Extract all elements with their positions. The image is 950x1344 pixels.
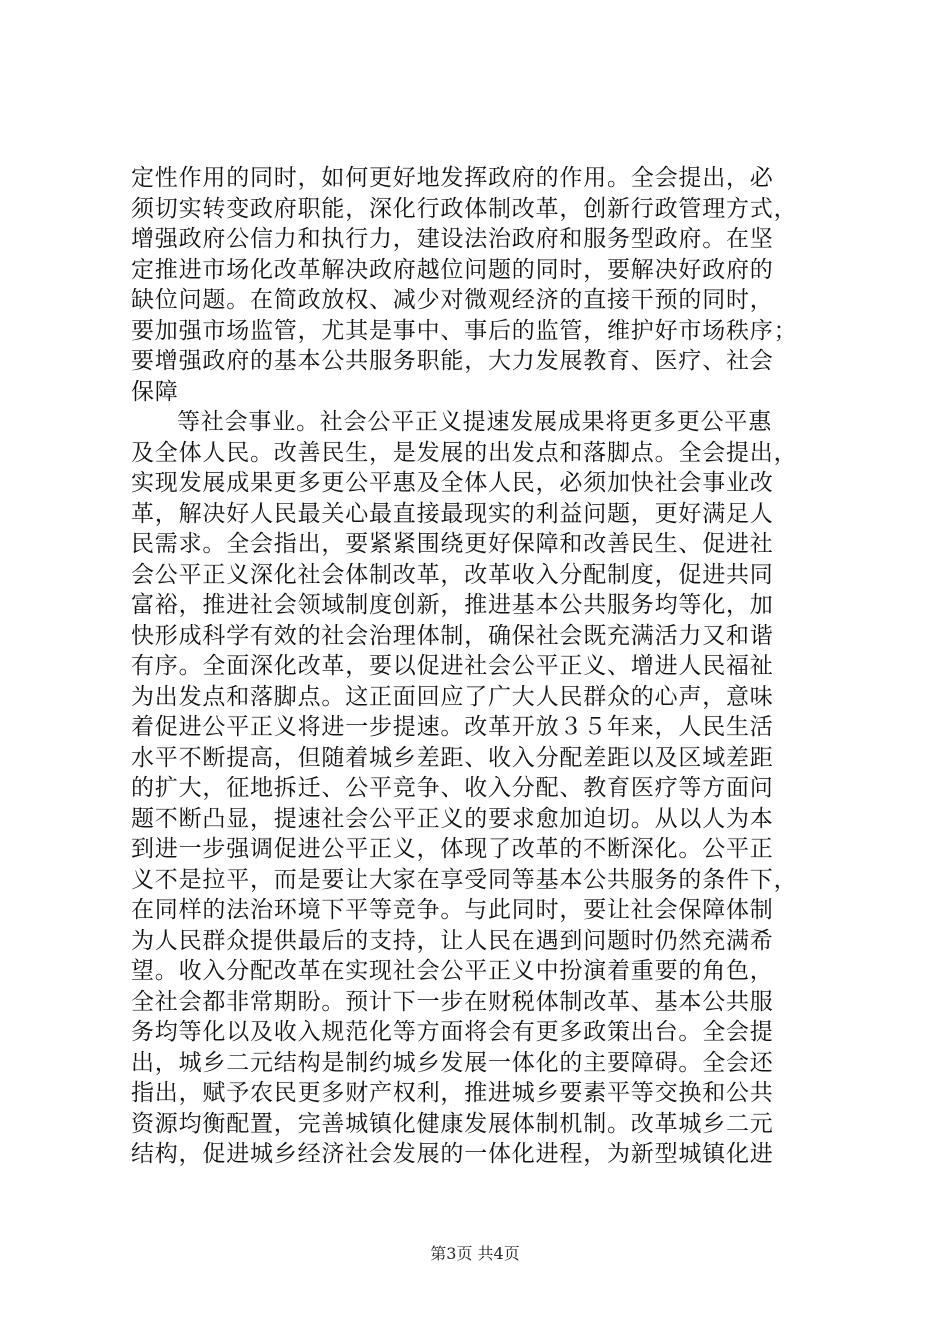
text-line: 为人民群众提供最后的支持，让人民在遇到问题时仍然充满希 [131,927,774,954]
text-line: 望。收入分配改革在实现社会公平正义中扮演着重要的角色， [131,958,774,984]
text-line: 全社会都非常期盼。预计下一步在财税体制改革、基本公共服 [131,988,774,1015]
text-line: 定性作用的同时，如何更好地发挥政府的作用。全会提出，必 [131,165,774,191]
page-footer: 第3页 共4页 [430,1244,520,1263]
text-line: 增强政府公信力和执行力，建设法治政府和服务型政府。在坚 [131,226,774,252]
text-line: 为出发点和落脚点。这正面回应了广大人民群众的心声，意味 [131,683,774,710]
text-line: 须切实转变政府职能，深化行政体制改革，创新行政管理方式， [131,195,798,222]
text-line: 会公平正义深化社会体制改革，改革收入分配制度，促进共同 [131,561,774,588]
text-line: 题不断凸显，提速社会公平正义的要求愈加迫切。从以人为本 [131,805,774,832]
text-line: 定推进市场化改革解决政府越位问题的同时，要解决好政府的 [131,256,774,283]
text-line: 的扩大，征地拆迁、公平竞争、收入分配、教育医疗等方面问 [131,775,774,801]
text-line: 保障 [131,378,179,405]
text-line: 资源均衡配置，完善城镇化健康发展体制机制。改革城乡二元 [131,1110,774,1137]
text-line: 水平不断提高，但随着城乡差距、收入分配差距以及区域差距 [131,744,774,771]
text-line: 在同样的法治环境下平等竞争。与此同时，要让社会保障体制 [131,897,774,923]
text-line: 务均等化以及收入规范化等方面将会有更多政策出台。全会提 [131,1019,774,1045]
text-line: 要加强市场监管，尤其是事中、事后的监管，维护好市场秩序； [131,317,798,344]
text-line: 实现发展成果更多更公平惠及全体人民，必须加快社会事业改 [131,470,774,496]
text-line: 到进一步强调促进公平正义，体现了改革的不断深化。公平正 [131,836,774,862]
text-line: 要增强政府的基本公共服务职能，大力发展教育、医疗、社会 [131,348,774,374]
text-line: 革，解决好人民最关心最直接最现实的利益问题，更好满足人 [131,500,774,527]
text-line: 指出，赋予农民更多财产权利，推进城乡要素平等交换和公共 [131,1080,774,1106]
text-line: 民需求。全会指出，要紧紧围绕更好保障和改善民生、促进社 [131,531,774,557]
text-line: 结构，促进城乡经济社会发展的一体化进程，为新型城镇化进 [131,1141,774,1167]
text-line: 有序。全面深化改革，要以促进社会公平正义、增进人民福祉 [131,653,774,679]
text-line: 出，城乡二元结构是制约城乡发展一体化的主要障碍。全会还 [131,1049,774,1076]
text-line: 快形成科学有效的社会治理体制，确保社会既充满活力又和谐 [131,622,774,649]
text-line: 及全体人民。改善民生，是发展的出发点和落脚点。全会提出， [131,439,798,466]
text-line: 缺位问题。在简政放权、减少对微观经济的直接干预的同时， [131,287,774,313]
body-text [131,163,836,1170]
paragraph-start-line: 等社会事业。社会公平正义提速发展成果将更多更公平惠 [177,409,772,435]
text-line: 富裕，推进社会领域制度创新，推进基本公共服务均等化，加 [131,592,774,618]
text-line: 着促进公平正义将进一步提速。改革开放３５年来，人民生活 [131,714,774,740]
text-line: 义不是拉平，而是要让大家在享受同等基本公共服务的条件下， [131,866,798,893]
